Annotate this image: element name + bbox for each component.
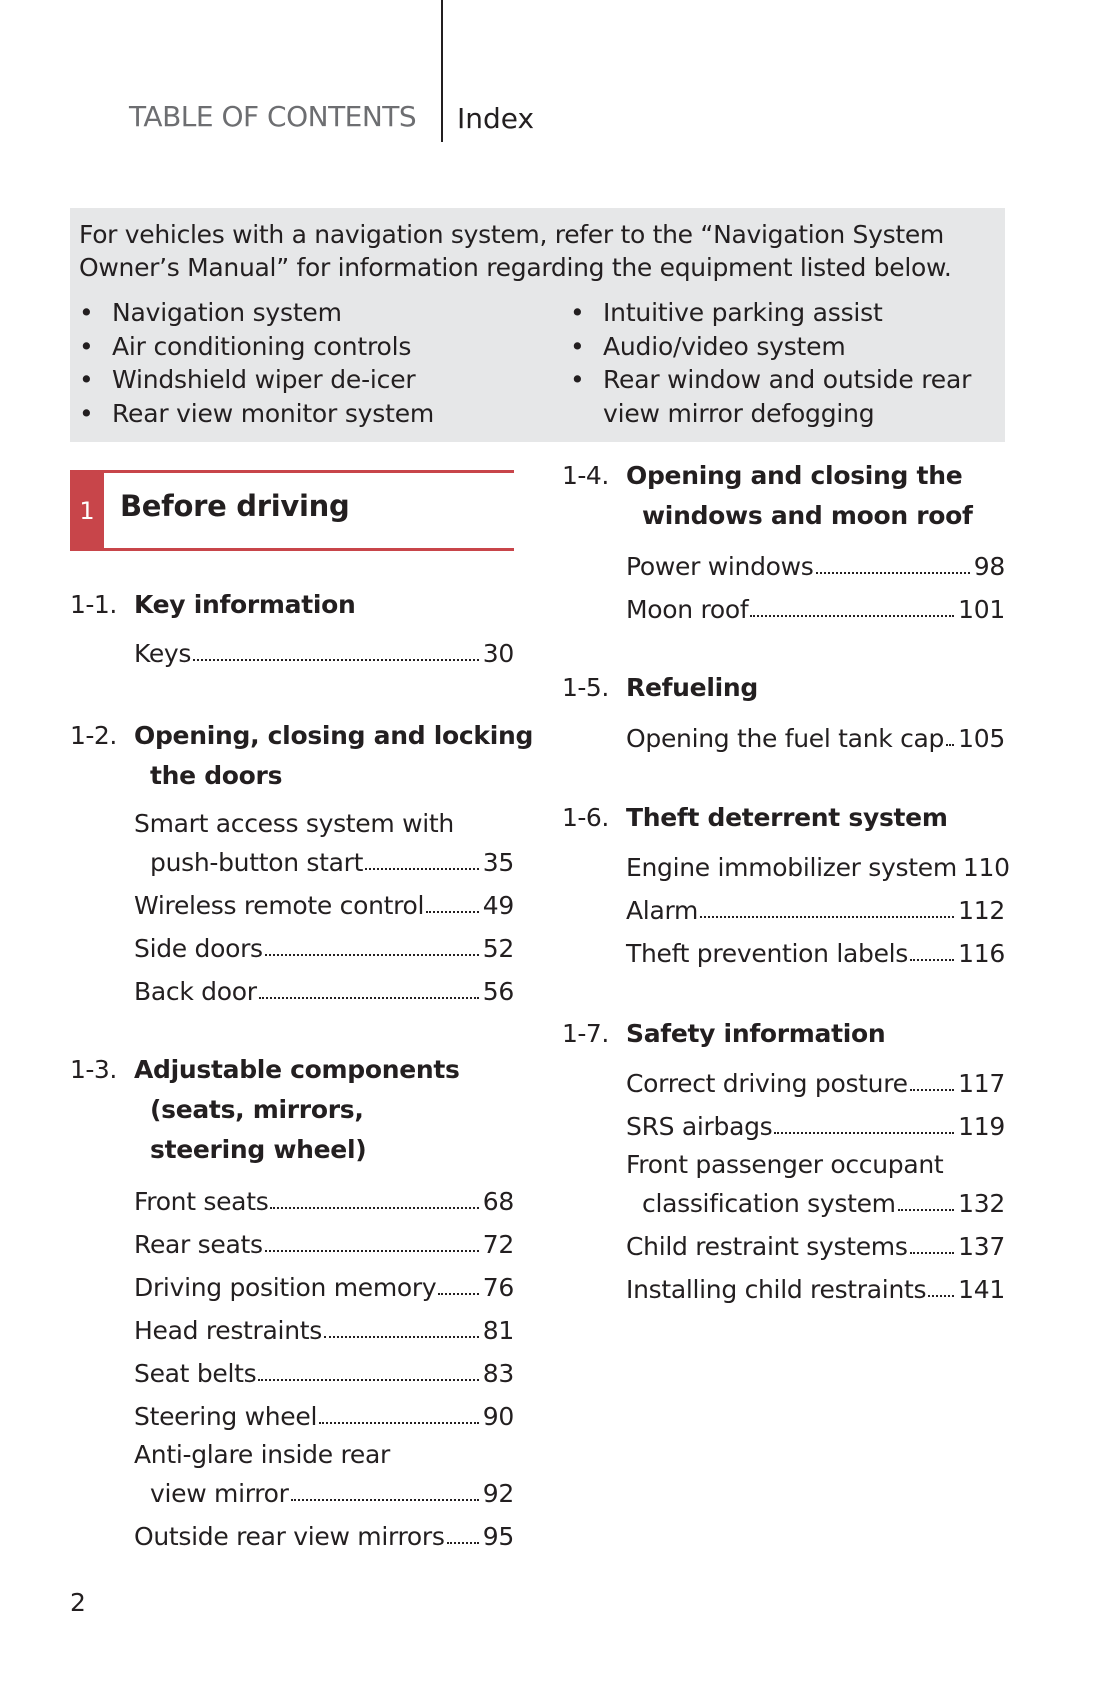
toc-entry-fuel-tank-cap[interactable] (626, 710, 1005, 753)
entry-page: 52 (482, 934, 514, 963)
dot-leader (324, 1336, 479, 1338)
section-heading[interactable] (562, 1014, 1005, 1054)
section-1-7 (562, 1014, 1005, 1304)
toc-entry-srs-airbags[interactable] (626, 1098, 1005, 1141)
entry-page: 98 (973, 552, 1005, 581)
dot-leader (816, 572, 970, 574)
dot-leader (898, 1209, 954, 1211)
section-heading[interactable] (70, 1050, 514, 1170)
entry-page: 83 (482, 1359, 514, 1388)
toc-entry-outside-mirrors[interactable] (134, 1508, 514, 1551)
dot-leader (193, 659, 479, 661)
section-heading[interactable] (70, 585, 514, 625)
section-title-continued: windows and moon roof (642, 501, 973, 530)
dot-leader (928, 1295, 954, 1297)
section-number: 1-6. (562, 803, 609, 832)
section-title: Opening and closing the (626, 461, 963, 490)
entry-page: 76 (482, 1273, 514, 1302)
notice-list-item: • Navigation system (79, 296, 539, 330)
entry-page: 35 (482, 848, 514, 877)
toc-entry-power-windows[interactable] (626, 538, 1005, 581)
entry-page: 119 (958, 1112, 1005, 1141)
toc-entry-moon-roof[interactable] (626, 581, 1005, 624)
entry-page: 92 (482, 1479, 514, 1508)
section-title: Key information (134, 590, 356, 619)
section-number: 1-2. (70, 721, 117, 750)
dot-leader (426, 911, 479, 913)
toc-entry-alarm[interactable] (626, 882, 1005, 925)
entry-page: 90 (482, 1402, 514, 1431)
section-title: Safety information (626, 1019, 886, 1048)
entry-label: Theft prevention labels (626, 939, 909, 968)
entry-page: 101 (958, 595, 1005, 624)
toc-entry-anti-glare-mirror[interactable] (134, 1431, 514, 1508)
entry-page: 137 (958, 1232, 1005, 1261)
entry-label: Driving position memory (134, 1273, 437, 1302)
toc-entry-smart-access[interactable] (134, 800, 514, 877)
page-number: 2 (70, 1588, 86, 1617)
section-1-3 (70, 1050, 514, 1551)
entry-label: Keys (134, 639, 192, 668)
entry-page: 112 (958, 896, 1005, 925)
section-heading[interactable] (562, 456, 1005, 536)
dot-leader (291, 1499, 479, 1501)
notice-list-item: • Rear window and outside rear view mirror defogging (570, 363, 1000, 430)
entry-label: Opening the fuel tank cap (626, 724, 945, 753)
section-number: 1-3. (70, 1055, 117, 1084)
toc-entry-occupant-classification[interactable] (626, 1141, 1005, 1218)
toc-entry-installing-child-restraints[interactable] (626, 1261, 1005, 1304)
section-title: Opening, closing and locking (134, 721, 534, 750)
toc-entry-side-doors[interactable] (134, 920, 514, 963)
entry-label: Alarm (626, 896, 699, 925)
dot-leader (270, 1207, 478, 1209)
notice-list-item: • Intuitive parking assist (570, 296, 1000, 330)
entry-label: Installing child restraints (626, 1275, 927, 1304)
entry-label: Power windows (626, 552, 814, 581)
entry-label-continued: push-button start (150, 848, 364, 877)
dot-leader (438, 1293, 478, 1295)
section-1-2 (70, 716, 534, 1006)
entry-page: 116 (958, 939, 1005, 968)
section-number: 1-4. (562, 461, 609, 490)
section-heading[interactable] (562, 798, 1005, 838)
notice-list-item: • Air conditioning controls (79, 330, 539, 364)
section-number: 1-1. (70, 590, 117, 619)
chapter-title: Before driving (120, 489, 350, 523)
dot-leader (258, 1379, 478, 1381)
toc-header-label[interactable]: TABLE OF CONTENTS (129, 100, 417, 133)
entry-page: 95 (482, 1522, 514, 1551)
notice-list-right (570, 296, 1000, 430)
section-number: 1-7. (562, 1019, 609, 1048)
notice-list-item: • Rear view monitor system (79, 397, 539, 431)
index-header-label[interactable]: Index (457, 102, 535, 135)
entry-page: 72 (482, 1230, 514, 1259)
toc-entry-theft-prevention-labels[interactable] (626, 925, 1005, 968)
entry-label: SRS airbags (626, 1112, 773, 1141)
section-title: Refueling (626, 673, 758, 702)
entry-label: Child restraint systems (626, 1232, 908, 1261)
notice-list-item: • Windshield wiper de-icer (79, 363, 539, 397)
toc-entry-rear-seats[interactable] (134, 1216, 514, 1259)
notice-list-left (79, 296, 539, 430)
section-1-4 (562, 456, 1005, 624)
entry-label-continued: classification system (642, 1189, 896, 1218)
entry-page: 110 (962, 853, 1010, 882)
section-title: Adjustable components (134, 1055, 460, 1084)
dot-leader (319, 1422, 479, 1424)
entry-label-continued: view mirror (150, 1479, 289, 1508)
toc-entry-steering-wheel[interactable] (134, 1388, 514, 1431)
section-title: Theft deterrent system (626, 803, 948, 832)
dot-leader (265, 954, 479, 956)
dot-leader (265, 1250, 479, 1252)
entry-label: Outside rear view mirrors (134, 1522, 445, 1551)
entry-label: Side doors (134, 934, 263, 963)
dot-leader (910, 1252, 955, 1254)
entry-page: 105 (958, 724, 1005, 753)
toc-entry-head-restraints[interactable] (134, 1302, 514, 1345)
entry-label: Smart access system with (134, 809, 454, 838)
entry-page: 68 (482, 1187, 514, 1216)
navigation-notice-box (70, 208, 1005, 442)
entry-label: Correct driving posture (626, 1069, 908, 1098)
entry-label: Anti-glare inside rear (134, 1440, 390, 1469)
entry-label: Rear seats (134, 1230, 263, 1259)
section-heading[interactable] (70, 716, 534, 796)
dot-leader (910, 959, 954, 961)
section-1-6 (562, 798, 1010, 968)
toc-entry-engine-immobilizer[interactable] (626, 839, 1010, 882)
dot-leader (700, 916, 954, 918)
entry-label: Moon roof (626, 595, 749, 624)
entry-page: 56 (482, 977, 514, 1006)
entry-label: Front seats (134, 1187, 269, 1216)
section-1-1 (70, 585, 514, 668)
toc-entry-child-restraint-systems[interactable] (626, 1218, 1005, 1261)
entry-label: Seat belts (134, 1359, 257, 1388)
section-title-continued: the doors (150, 761, 283, 790)
section-title-continued: steering wheel) (150, 1135, 367, 1164)
dot-leader (946, 744, 954, 746)
entry-label: Steering wheel (134, 1402, 318, 1431)
entry-page: 117 (958, 1069, 1005, 1098)
toc-entry-front-seats[interactable] (134, 1173, 514, 1216)
dot-leader (365, 868, 479, 870)
section-number: 1-5. (562, 673, 609, 702)
toc-entry-driving-position-memory[interactable] (134, 1259, 514, 1302)
entry-label: Wireless remote control (134, 891, 425, 920)
chapter-banner[interactable] (70, 470, 514, 551)
section-title-continued: (seats, mirrors, (150, 1095, 364, 1124)
entry-page: 132 (958, 1189, 1005, 1218)
toc-entry-driving-posture[interactable] (626, 1055, 1005, 1098)
header-divider (441, 0, 443, 142)
toc-entry-wireless-remote[interactable] (134, 877, 514, 920)
section-heading[interactable] (562, 668, 1005, 708)
dot-leader (259, 997, 479, 999)
entry-page: 81 (482, 1316, 514, 1345)
notice-list-item: • Audio/video system (570, 330, 1000, 364)
toc-entry-keys[interactable] (134, 625, 514, 668)
entry-label: Back door (134, 977, 257, 1006)
notice-text: For vehicles with a navigation system, refer to the “Navigation System Owner’s Manual” for information regarding the equipment listed below. (79, 220, 952, 282)
toc-entry-seat-belts[interactable] (134, 1345, 514, 1388)
toc-entry-back-door[interactable] (134, 963, 514, 1006)
entry-label: Engine immobilizer system (626, 853, 957, 882)
dot-leader (750, 615, 954, 617)
dot-leader (910, 1089, 954, 1091)
entry-page: 49 (482, 891, 514, 920)
chapter-number-badge: 1 (70, 470, 104, 551)
dot-leader (774, 1132, 954, 1134)
entry-page: 30 (482, 639, 514, 668)
entry-label: Head restraints (134, 1316, 322, 1345)
entry-label: Front passenger occupant (626, 1150, 944, 1179)
dot-leader (447, 1542, 479, 1544)
entry-page: 141 (958, 1275, 1005, 1304)
section-1-5 (562, 668, 1005, 753)
